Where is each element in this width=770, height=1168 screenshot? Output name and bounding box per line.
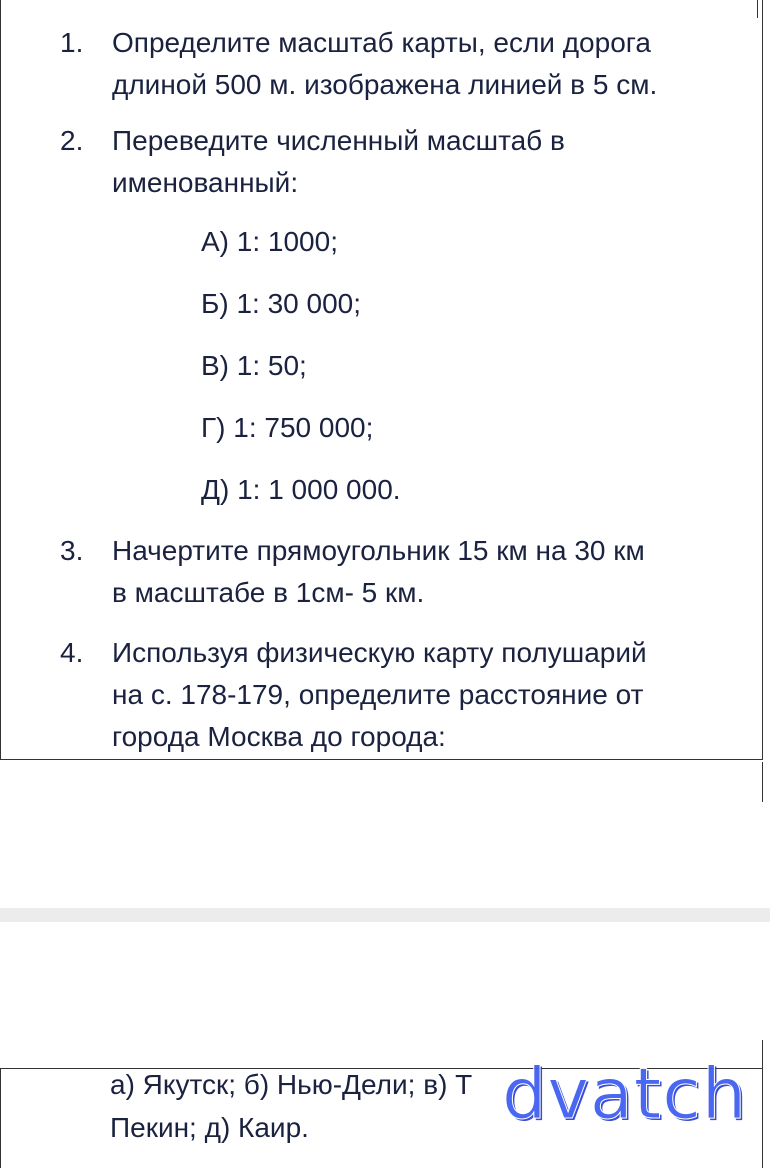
question-line: города Москва до города:	[112, 721, 446, 752]
question-line: длиной 500 м. изображена линией в 5 см.	[112, 69, 658, 100]
scale-item: Б) 1: 30 000;	[201, 288, 362, 319]
page-divider	[762, 762, 763, 802]
page-divider	[757, 0, 758, 18]
page-divider	[762, 1040, 763, 1070]
question-line: Переведите численный масштаб в	[112, 125, 565, 156]
page-separator	[0, 908, 770, 922]
question-number: 4.	[60, 637, 84, 668]
question-number: 3.	[60, 535, 84, 566]
scale-item: Д) 1: 1 000 000.	[201, 474, 401, 505]
question-line: на с. 178-179, определите расстояние от	[112, 679, 644, 710]
question-number: 2.	[60, 125, 84, 156]
question-line: Используя физическую карту полушарий	[112, 637, 647, 668]
watermark-logo: dvatch	[502, 1053, 748, 1135]
scale-item: Г) 1: 750 000;	[201, 412, 374, 443]
question-line: именованный:	[112, 167, 299, 198]
continuation-line: а) Якутск; б) Нью-Дели; в) Т	[110, 1069, 473, 1100]
question-line: в масштабе в 1см- 5 км.	[112, 577, 425, 608]
scale-item: В) 1: 50;	[201, 350, 307, 381]
scale-item: А) 1: 1000;	[201, 226, 338, 257]
continuation-line: Пекин; д) Каир.	[110, 1112, 309, 1143]
question-number: 1.	[60, 27, 84, 58]
question-line: Определите масштаб карты, если дорога	[112, 27, 651, 58]
question-line: Начертите прямоугольник 15 км на 30 км	[112, 535, 645, 566]
